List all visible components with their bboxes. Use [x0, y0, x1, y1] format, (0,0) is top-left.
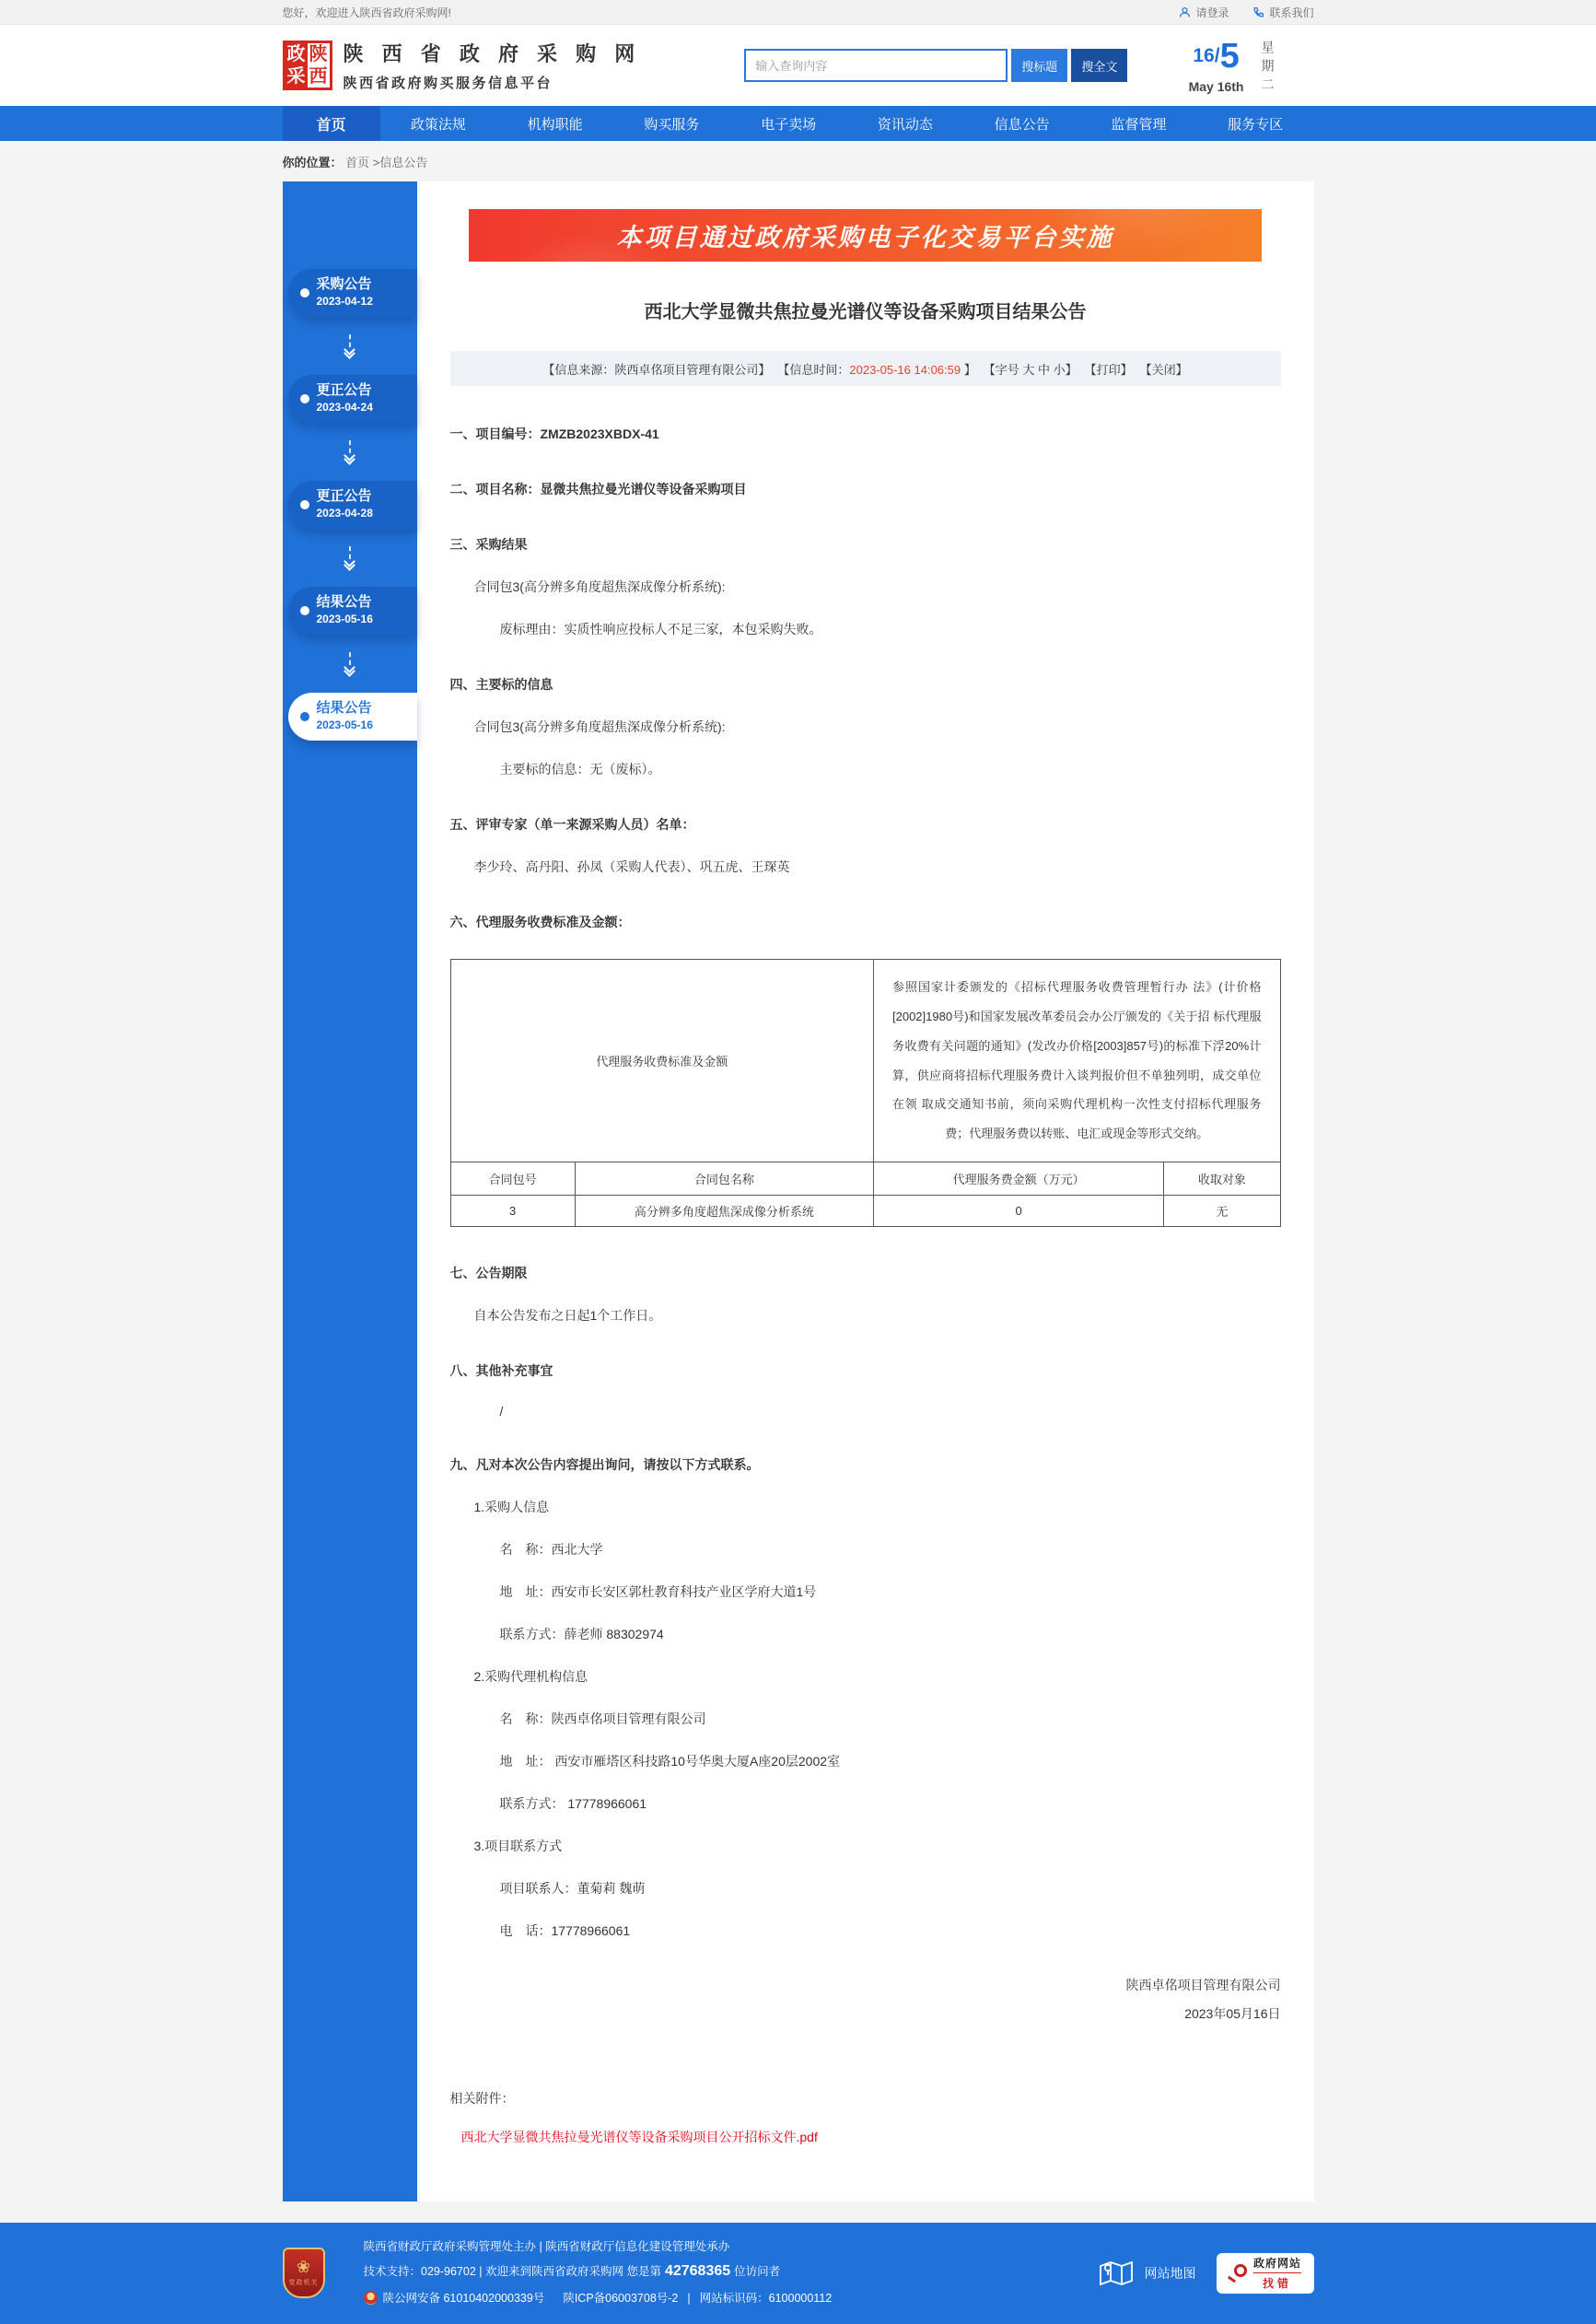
timeline-date: 2023-05-16 — [316, 613, 373, 625]
font-size-control[interactable]: 【字号 大 中 小】 — [983, 362, 1078, 377]
site-header — [0, 25, 1596, 106]
contact-label: 联系我们 — [1269, 6, 1314, 19]
sitemap-link[interactable] — [1099, 2259, 1196, 2288]
search-bar — [744, 49, 1127, 82]
footer-beian: 陕公网安备 61010402000339号 — [382, 2291, 545, 2305]
timeline-item-result-1[interactable] — [288, 587, 417, 635]
seal-char: 西 — [309, 66, 328, 87]
visitor-count: 42768365 — [664, 2263, 731, 2280]
purchaser-name: 名 称：西北大学 — [499, 1542, 603, 1558]
timeline-item-procurement[interactable] — [288, 269, 417, 317]
timeline-date: 2023-04-28 — [316, 507, 373, 520]
footer-line2-suffix: 位访问者 — [734, 2265, 781, 2279]
main-content — [283, 181, 1314, 2201]
nav-item-announcements[interactable]: 信息公告 — [994, 116, 1050, 133]
nav-item-home[interactable]: 首页 — [283, 106, 380, 141]
timeline-arrow-icon — [283, 423, 417, 481]
experts-names: 李少玲、高丹阳、孙凤（采购人代表）、巩五虎、王琛英 — [473, 859, 790, 874]
meta-time-value: 2023-05-16 14:06:59 — [849, 362, 961, 377]
timeline-dot-icon — [300, 606, 309, 615]
signature-block — [450, 1971, 1281, 2028]
print-button[interactable]: 【打印】 — [1084, 362, 1133, 377]
section-fee-heading: 六、代理服务收费标准及金额： — [449, 915, 631, 929]
article-meta-bar — [450, 351, 1281, 386]
welcome-text: 您好，欢迎进入陕西省政府采购网! — [282, 6, 451, 19]
timeline-dot-icon — [300, 712, 309, 721]
project-contact-person: 项目联系人：董菊莉 魏萌 — [499, 1881, 646, 1897]
seal-logo-icon — [283, 41, 332, 90]
date-numeric — [1189, 39, 1244, 74]
timeline-title: 结果公告 — [316, 700, 372, 716]
fee-table-row — [450, 1196, 1280, 1227]
agency-name: 名 称：陕西卓佲项目管理有限公司 — [499, 1711, 706, 1727]
other-text: / — [499, 1404, 504, 1419]
footer-icp: 陕ICP备06003708号-2 — [563, 2291, 679, 2305]
public-security-badge-icon — [364, 2291, 378, 2305]
result-package: 合同包3(高分辨多角度超焦深成像分析系统): — [473, 579, 726, 594]
search-title-button[interactable]: 搜标题 — [1011, 49, 1067, 82]
fee-cell-payee: 无 — [1164, 1196, 1280, 1227]
login-link[interactable] — [1179, 5, 1229, 20]
sitemap-label: 网站地图 — [1144, 2265, 1196, 2281]
fee-standard-text: 参照国家计委颁发的《招标代理服务收费管理暂行办 法》(计价格[2002]1980号)和国家发展改革委员会办公厅颁发的《关于招 标代理服务收费有关问题的通知》(发改办价格[2003]857号)的标准下浮20%计算，供应商将招标代理服务费计入谈判报价但不单独列明，成交单位在领 取成交通知书前，须向采购代理机构一次性支付招标代理服务费；代理服务费以转账、电汇或现金等形式交纳。 — [874, 960, 1281, 1162]
meta-time-prefix: 【信息时间： — [777, 362, 850, 377]
project-contact-phone: 电 话：17778966061 — [499, 1923, 631, 1939]
fee-col-header: 合同包名称 — [575, 1162, 873, 1196]
attachment-label: 相关附件： — [449, 2090, 515, 2106]
nav-item-policies[interactable]: 政策法规 — [410, 116, 466, 133]
user-icon — [1179, 6, 1191, 18]
shield-text: 党政机关 — [288, 2280, 319, 2287]
seal-char: 采 — [286, 66, 306, 87]
article-title: 西北大学显微共焦拉曼光谱仪等设备采购项目结果公告 — [644, 302, 1087, 322]
nav-item-supervision[interactable]: 监督管理 — [1111, 116, 1167, 133]
section-project-number: 一、项目编号：ZMZB2023XBDX-41 — [449, 426, 659, 441]
attachment-pdf-link[interactable]: 西北大学显微共焦拉曼光谱仪等设备采购项目公开招标文件.pdf — [460, 2129, 818, 2144]
timeline-item-result-2-active[interactable] — [288, 693, 417, 741]
fee-cell-package-no: 3 — [450, 1196, 575, 1227]
breadcrumb-prefix: 你的位置： — [282, 156, 343, 169]
website-error-report-badge[interactable] — [1217, 2253, 1314, 2294]
section-experts-heading: 五、评审专家（单一来源采购人员）名单： — [449, 817, 695, 832]
close-button[interactable]: 【关闭】 — [1139, 362, 1188, 377]
site-title: 陕 西 省 政 府 采 购 网 — [343, 42, 642, 65]
timeline-dot-icon — [300, 500, 309, 509]
timeline-title: 更正公告 — [316, 488, 372, 504]
article-body — [450, 425, 1281, 2146]
timeline-title: 采购公告 — [316, 276, 372, 292]
project-contact-heading: 3.项目联系方式 — [473, 1839, 563, 1854]
timeline-dot-icon — [300, 394, 309, 403]
date-weekday: 星期二 — [1260, 41, 1276, 96]
shield-emblem-icon: ❀ — [296, 2258, 311, 2277]
footer-site-code: 网站标识码：6100000112 — [699, 2291, 833, 2305]
section-result-heading: 三、采购结果 — [449, 537, 528, 552]
agency-contact: 联系方式： 17778966061 — [499, 1796, 647, 1812]
subject-detail: 主要标的信息：无（废标）。 — [499, 762, 661, 777]
timeline-item-correction-2[interactable] — [288, 481, 417, 529]
fee-standard-label: 代理服务收费标准及金额 — [450, 960, 874, 1162]
date-english: May 16th — [1188, 79, 1244, 94]
nav-item-news[interactable]: 资讯动态 — [877, 116, 933, 133]
footer-separator: | — [687, 2291, 691, 2305]
timeline-date: 2023-05-16 — [316, 718, 373, 731]
nav-item-service-zone[interactable]: 服务专区 — [1228, 116, 1284, 133]
announcement-timeline — [283, 181, 417, 2201]
seal-char: 政 — [286, 44, 306, 64]
timeline-date: 2023-04-24 — [316, 401, 373, 414]
timeline-title: 结果公告 — [316, 594, 372, 610]
timeline-arrow-icon — [283, 529, 417, 587]
timeline-title: 更正公告 — [316, 382, 372, 398]
subject-package: 合同包3(高分辨多角度超焦深成像分析系统): — [473, 719, 726, 734]
fee-col-header: 代理服务费金额（万元） — [874, 1162, 1164, 1196]
nav-item-functions[interactable]: 机构职能 — [527, 116, 583, 133]
site-subtitle: 陕西省政府购买服务信息平台 — [343, 76, 553, 91]
phone-icon — [1252, 6, 1264, 18]
error-badge-line2: 找错 — [1253, 2272, 1301, 2291]
timeline-dot-icon — [300, 288, 309, 298]
site-footer — [0, 2223, 1596, 2324]
section-other-heading: 八、其他补充事宜 — [449, 1363, 553, 1379]
fee-col-header: 收取对象 — [1164, 1162, 1280, 1196]
timeline-arrow-icon — [283, 317, 417, 375]
platform-banner — [469, 209, 1262, 262]
contact-link[interactable] — [1252, 5, 1313, 20]
purchaser-contact: 联系方式：薛老师 88302974 — [499, 1627, 664, 1642]
footer-line1: 陕西省财政厅政府采购管理处主办 | 陕西省财政厅信息化建设管理处承办 — [363, 2239, 730, 2253]
nav-item-purchase-services[interactable]: 购买服务 — [644, 116, 700, 133]
section-subject-heading: 四、主要标的信息 — [449, 677, 553, 692]
result-detail: 废标理由：实质性响应投标人不足三家，本包采购失败。 — [499, 622, 822, 636]
magnifier-icon — [1229, 2264, 1247, 2283]
banner-text: 本项目通过政府采购电子化交易平台实施 — [616, 224, 1114, 251]
login-label: 请登录 — [1195, 6, 1229, 19]
agency-address: 地 址： 西安市雁塔区科技路10号华奥大厦A座20层2002室 — [499, 1754, 841, 1769]
meta-time — [777, 360, 975, 378]
section-period-heading: 七、公告期限 — [449, 1266, 528, 1281]
footer-line2-prefix: 技术支持：029-96702 | 欢迎来到陕西省政府采购网 您是第 — [363, 2265, 661, 2279]
timeline-arrow-icon — [283, 635, 417, 693]
seal-char: 陕 — [309, 44, 328, 64]
timeline-date: 2023-04-12 — [316, 295, 373, 308]
section-contact-heading: 九、凡对本次公告内容提出询问，请按以下方式联系。 — [449, 1457, 760, 1473]
breadcrumb — [283, 153, 1314, 170]
meta-source: 【信息来源：陕西卓佲项目管理有限公司】 — [542, 362, 771, 377]
date-month: 5 — [1219, 37, 1240, 76]
topbar — [0, 0, 1596, 25]
fee-col-header: 合同包号 — [450, 1162, 575, 1196]
nav-item-e-market[interactable]: 电子卖场 — [761, 116, 817, 133]
party-government-shield-icon — [283, 2248, 325, 2298]
signature-company: 陕西卓佲项目管理有限公司 — [1125, 1978, 1281, 1993]
period-text: 自本公告发布之日起1个工作日。 — [473, 1308, 662, 1324]
breadcrumb-home-link[interactable]: 首页 — [345, 156, 370, 169]
search-input[interactable] — [744, 49, 1008, 82]
error-badge-line1: 政府网站 — [1252, 2257, 1301, 2271]
date-widget — [1189, 35, 1314, 96]
site-logo — [283, 39, 642, 92]
section-project-name: 二、项目名称：显微共焦拉曼光谱仪等设备采购项目 — [449, 482, 747, 496]
main-nav — [0, 106, 1596, 141]
purchaser-address: 地 址：西安市长安区郭杜教育科技产业区学府大道1号 — [499, 1584, 817, 1600]
footer-info — [364, 2241, 833, 2306]
date-day: 16/ — [1193, 45, 1220, 66]
purchaser-heading: 1.采购人信息 — [473, 1500, 550, 1515]
meta-time-suffix: 】 — [963, 362, 976, 377]
signature-date: 2023年05月16日 — [1184, 2005, 1281, 2021]
fee-cell-amount: 0 — [874, 1196, 1164, 1227]
article-panel — [417, 181, 1314, 2201]
timeline-item-correction-1[interactable] — [288, 375, 417, 423]
fee-cell-package-name: 高分辨多角度超焦深成像分析系统 — [575, 1196, 873, 1227]
breadcrumb-current: >信息公告 — [372, 156, 428, 169]
search-fulltext-button[interactable]: 搜全文 — [1071, 49, 1127, 82]
map-icon — [1099, 2259, 1134, 2288]
agency-heading: 2.采购代理机构信息 — [473, 1669, 588, 1685]
fee-table — [450, 959, 1281, 1227]
